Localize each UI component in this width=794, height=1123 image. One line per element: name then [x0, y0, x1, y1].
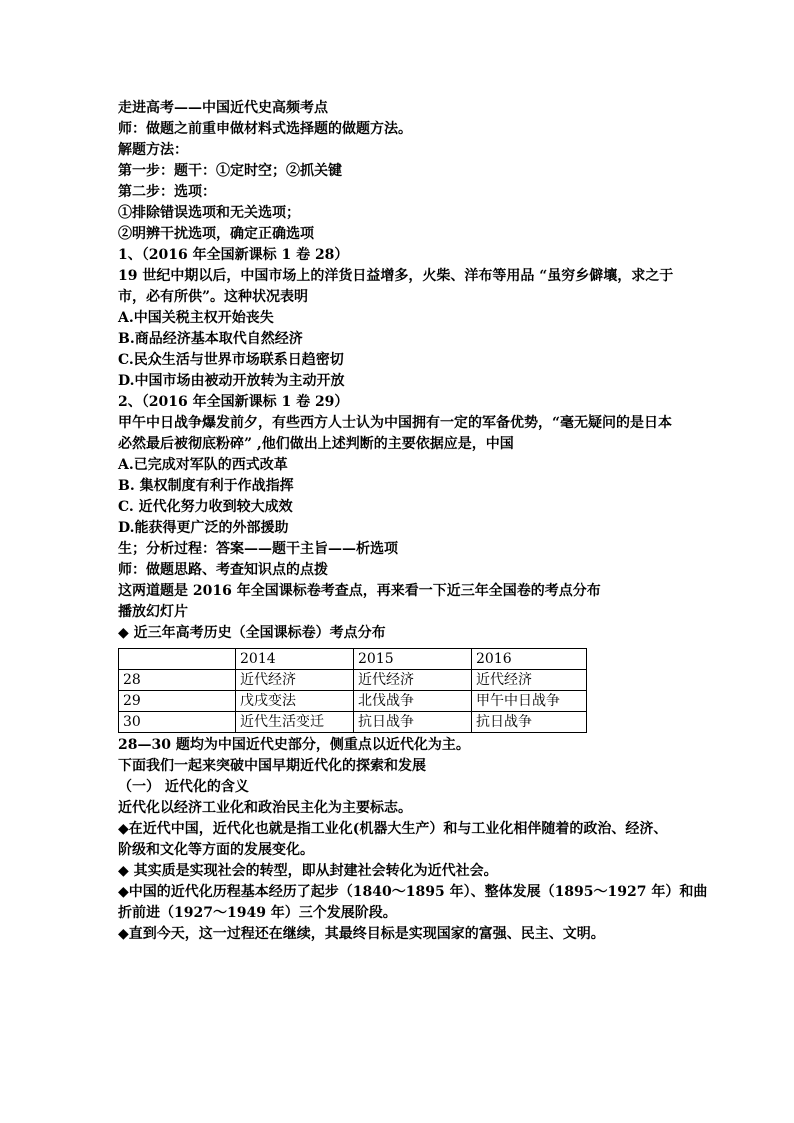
- table-cell: 近代经济: [354, 670, 472, 691]
- text-line: A.已完成对军队的西式改革: [118, 457, 288, 473]
- text-line: 生；分析过程：答案——题干主旨——析选项: [118, 541, 398, 557]
- table-cell: 29: [119, 691, 236, 712]
- table-header-row: [119, 649, 587, 670]
- table-cell: 戊戌变法: [236, 691, 354, 712]
- text-line: 解题方法：: [118, 142, 188, 158]
- text-line: 这两道题是 2016 年全国课标卷考查点，再来看一下近三年全国卷的考点分布: [118, 583, 601, 599]
- text-line: 2、（2016 年全国新课标 1 卷 29）: [118, 394, 349, 410]
- text-line: 第二步：选项：: [118, 184, 216, 200]
- text-line: 播放幻灯片: [118, 604, 188, 620]
- text-line: 第一步：题干：①定时空；②抓关键: [118, 163, 342, 179]
- text-line: 阶级和文化等方面的发展变化。: [118, 842, 314, 858]
- table-cell: 近代生活变迁: [236, 712, 354, 733]
- table-cell: 近代经济: [236, 670, 354, 691]
- text-line: ◆ 近三年高考历史（全国课标卷）考点分布: [118, 625, 386, 641]
- table-cell: 2014: [236, 649, 354, 670]
- table-cell: 2015: [354, 649, 472, 670]
- text-line: 28—30 题均为中国近代史部分，侧重点以近代化为主。: [118, 737, 470, 753]
- text-line: A.中国关税主权开始丧失: [118, 310, 274, 326]
- text-line: 甲午中日战争爆发前夕，有些西方人士认为中国拥有一定的军备优势，“毫无疑问的是日本: [118, 415, 673, 431]
- table-cell: 28: [119, 670, 236, 691]
- text-line: 市，必有所供”。这种状况表明: [118, 289, 309, 305]
- table-cell: 抗日战争: [354, 712, 472, 733]
- document-body-top: [118, 98, 678, 644]
- text-line: ◆直到今天，这一过程还在继续，其最终目标是实现国家的富强、民主、文明。: [118, 926, 605, 942]
- table-cell: 甲午中日战争: [472, 691, 587, 712]
- text-line: ◆在近代中国，近代化也就是指工业化(机器大生产）和与工业化相伴随着的政治、经济、: [118, 821, 668, 837]
- table-cell: 北伐战争: [354, 691, 472, 712]
- text-line: 师：做题思路、考查知识点的点拨: [118, 562, 328, 578]
- text-line: ◆中国的近代化历程基本经历了起步（1840～1895 年）、整体发展（1895～1927 年）和曲: [118, 884, 708, 900]
- text-line: 1、（2016 年全国新课标 1 卷 28）: [118, 247, 349, 263]
- text-line: C. 近代化努力收到较大成效: [118, 499, 293, 515]
- text-line: ①排除错误选项和无关选项；: [118, 205, 300, 221]
- text-line: 必然最后被彻底粉碎” ,他们做出上述判断的主要依据应是，中国: [118, 436, 514, 452]
- text-line: 下面我们一起来突破中国早期近代化的探索和发展: [118, 758, 426, 774]
- table-cell: 近代经济: [472, 670, 587, 691]
- table-cell: 30: [119, 712, 236, 733]
- text-line: C.民众生活与世界市场联系日趋密切: [118, 352, 344, 368]
- table-row: [119, 712, 587, 733]
- document-body-bottom: [118, 735, 708, 945]
- text-line: （一） 近代化的含义: [118, 779, 249, 795]
- text-line: B. 集权制度有利于作战指挥: [118, 478, 294, 494]
- text-line: 19 世纪中期以后，中国市场上的洋货日益增多，火柴、洋布等用品 “虽穷乡僻壤，求之于: [118, 268, 674, 284]
- text-line: ②明辨干扰选项，确定正确选项: [118, 226, 314, 242]
- text-line: 折前进（1927～1949 年）三个发展阶段。: [118, 905, 397, 921]
- exam-topics-table: [118, 648, 587, 733]
- text-line: 师：做题之前重申做材料式选择题的做题方法。: [118, 121, 412, 137]
- text-line: 近代化以经济工业化和政治民主化为主要标志。: [118, 800, 412, 816]
- text-line: B.商品经济基本取代自然经济: [118, 331, 303, 347]
- table-cell: 2016: [472, 649, 587, 670]
- table-cell: 抗日战争: [472, 712, 587, 733]
- text-line: D.能获得更广泛的外部援助: [118, 520, 289, 536]
- table-row: [119, 691, 587, 712]
- text-line: 走进高考——中国近代史高频考点: [118, 100, 328, 116]
- text-line: D.中国市场由被动开放转为主动开放: [118, 373, 345, 389]
- text-line: ◆ 其实质是实现社会的转型，即从封建社会转化为近代社会。: [118, 863, 498, 879]
- table-row: [119, 670, 587, 691]
- table-cell: [119, 649, 236, 670]
- document-page: [118, 98, 708, 945]
